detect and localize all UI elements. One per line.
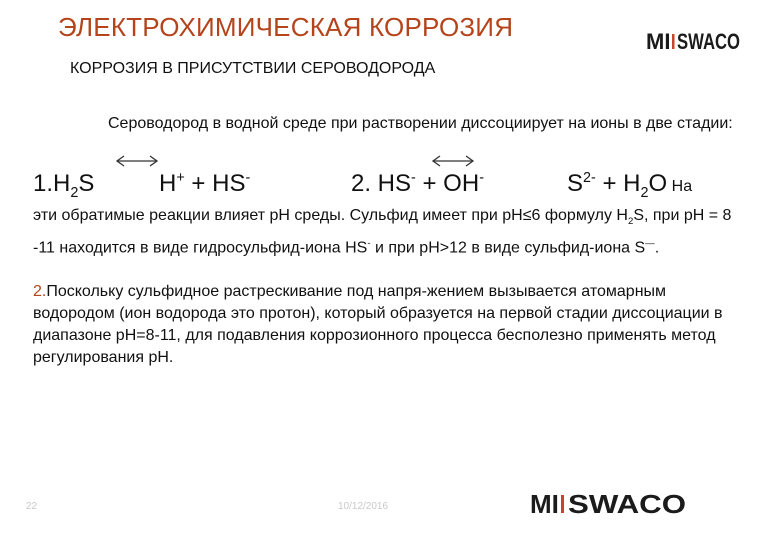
equation-2-reactant: 2. HS- + OH- [351, 170, 484, 197]
logo-icon [646, 28, 742, 54]
svg-text:MI: MI [646, 29, 671, 54]
intro-paragraph: Сероводород в водной среде при растворении диссоциирует на ионы в две стадии: [108, 115, 733, 132]
equation-2-products: $S^{2-} + H_2O$ На [567, 170, 693, 201]
svg-text:SWACO: SWACO [568, 489, 686, 519]
ph-paragraph: эти обратимые реакции влияет pH среды. Сульфид имеет при pH≤6 формулу $H_2S$, при pH = 8 -11 находится в виде гидросульфид-иона HS- и при pH>12 в виде сульфид-иона S—. [33, 207, 732, 257]
conclusion-paragraph: 2.Поскольку сульфидное растрескивание под напря-жением вызывается атомарным водородом (ион водорода это протон), который образуется на первой стадии диссоциации в диапазоне pH=8-11, для подавления коррозионного процесса бесполезно применять метод регулирования pH. [33, 283, 723, 366]
footer-logo [530, 488, 690, 523]
reversible-arrow-icon [430, 153, 476, 169]
svg-text:SWACO: SWACO [677, 29, 740, 54]
company-logo [646, 28, 742, 59]
footer-date: 10/12/2016 [338, 501, 389, 512]
svg-text:MI: MI [530, 489, 559, 519]
equation-1-products: H+ + HS- [159, 170, 251, 197]
reversible-arrow-icon [114, 153, 160, 169]
equation-1-reactant: $1.H_2S$ [33, 170, 95, 201]
paragraph-number: 2. [33, 283, 47, 300]
slide-title: ЭЛЕКТРОХИМИЧЕСКАЯ КОРРОЗИЯ [58, 12, 514, 42]
page-number: 22 [26, 501, 38, 512]
slide-subtitle: КОРРОЗИЯ В ПРИСУТСТВИИ СЕРОВОДОРОДА [70, 60, 436, 77]
logo-icon [530, 488, 690, 518]
equation-row [33, 170, 773, 204]
